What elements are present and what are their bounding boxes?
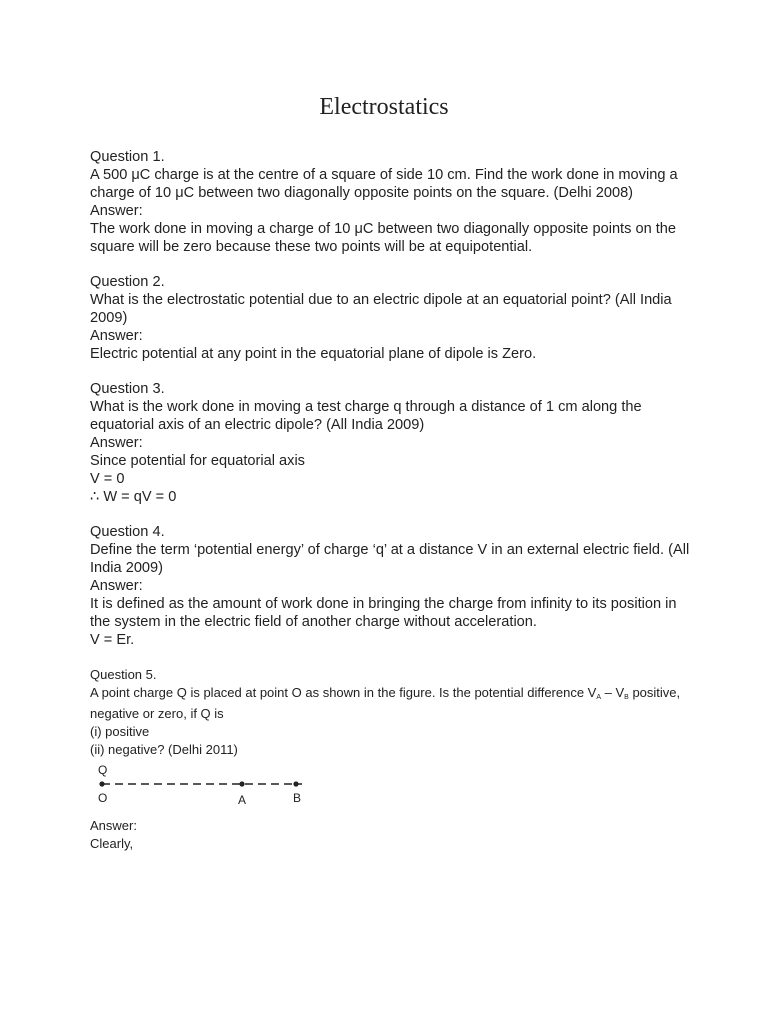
answer-text: Electric potential at any point in the equatorial plane of dipole is Zero. <box>90 346 537 362</box>
question-heading: Question 1. <box>90 149 165 165</box>
label-o: O <box>98 791 108 805</box>
answer-label: Answer: <box>90 578 143 594</box>
option-positive: (i) positive <box>90 724 150 739</box>
question-text-dash: – V <box>601 685 625 700</box>
question-text-part: A point charge Q is placed at point O as shown in the figure. Is the potential difference V <box>90 685 597 700</box>
question-text: What is the work done in moving a test charge q through a distance of 1 cm along the equatorial axis of an electric dipole? (All India 2009) <box>90 399 642 433</box>
point-a-dot <box>239 781 244 786</box>
answer-label: Answer: <box>90 818 137 833</box>
option-negative: (ii) negative? (Delhi 2011) <box>90 742 238 757</box>
subscript-a: A <box>596 694 602 701</box>
question-5 <box>90 666 690 853</box>
question-text: A 500 μC charge is at the centre of a square of side 10 cm. Find the work done in moving a charge of 10 μC between two diagonally opposite points on the square. (Delhi 2008) <box>90 167 678 201</box>
page-title: Electrostatics <box>319 94 449 120</box>
question-heading: Question 2. <box>90 274 165 290</box>
point-b-dot <box>293 781 298 786</box>
question-heading: Question 5. <box>90 667 157 682</box>
answer-label: Answer: <box>90 203 143 219</box>
question-text <box>90 684 690 723</box>
question-3 <box>90 380 690 506</box>
question-text-part: positive, negative or zero, if Q is <box>90 685 681 721</box>
figure-diagram <box>90 759 320 807</box>
question-heading: Question 4. <box>90 524 165 540</box>
question-heading: Question 3. <box>90 381 165 397</box>
question-4 <box>90 523 690 649</box>
subscript-b: B <box>624 694 629 701</box>
charge-line-figure <box>90 759 320 807</box>
answer-text: V = Er. <box>90 632 135 648</box>
answer-text: The work done in moving a charge of 10 μC between two diagonally opposite points on the square will be zero because these two points will be at equipotential. <box>90 221 677 255</box>
question-2 <box>90 273 690 363</box>
point-o-dot <box>99 781 104 786</box>
label-q: Q <box>98 763 108 777</box>
answer-text: Clearly, <box>90 836 134 851</box>
answer-text: V = 0 <box>90 471 125 487</box>
answer-label: Answer: <box>90 328 143 344</box>
answer-label: Answer: <box>90 435 143 451</box>
document-body <box>90 148 690 853</box>
question-1 <box>90 148 690 256</box>
question-text: What is the electrostatic potential due to an electric dipole at an equatorial point? (All India 2009) <box>90 292 672 326</box>
answer-text: It is defined as the amount of work done in bringing the charge from infinity to its position in the system in the electric field of another charge without acceleration. <box>90 596 677 630</box>
answer-text: Since potential for equatorial axis <box>90 453 305 469</box>
question-text: Define the term ‘potential energy’ of charge ‘q’ at a distance V in an external electric field. (All India 2009) <box>90 542 690 576</box>
answer-text: ∴ W = qV = 0 <box>90 489 177 505</box>
label-b: B <box>293 791 302 805</box>
label-a: A <box>238 793 247 807</box>
